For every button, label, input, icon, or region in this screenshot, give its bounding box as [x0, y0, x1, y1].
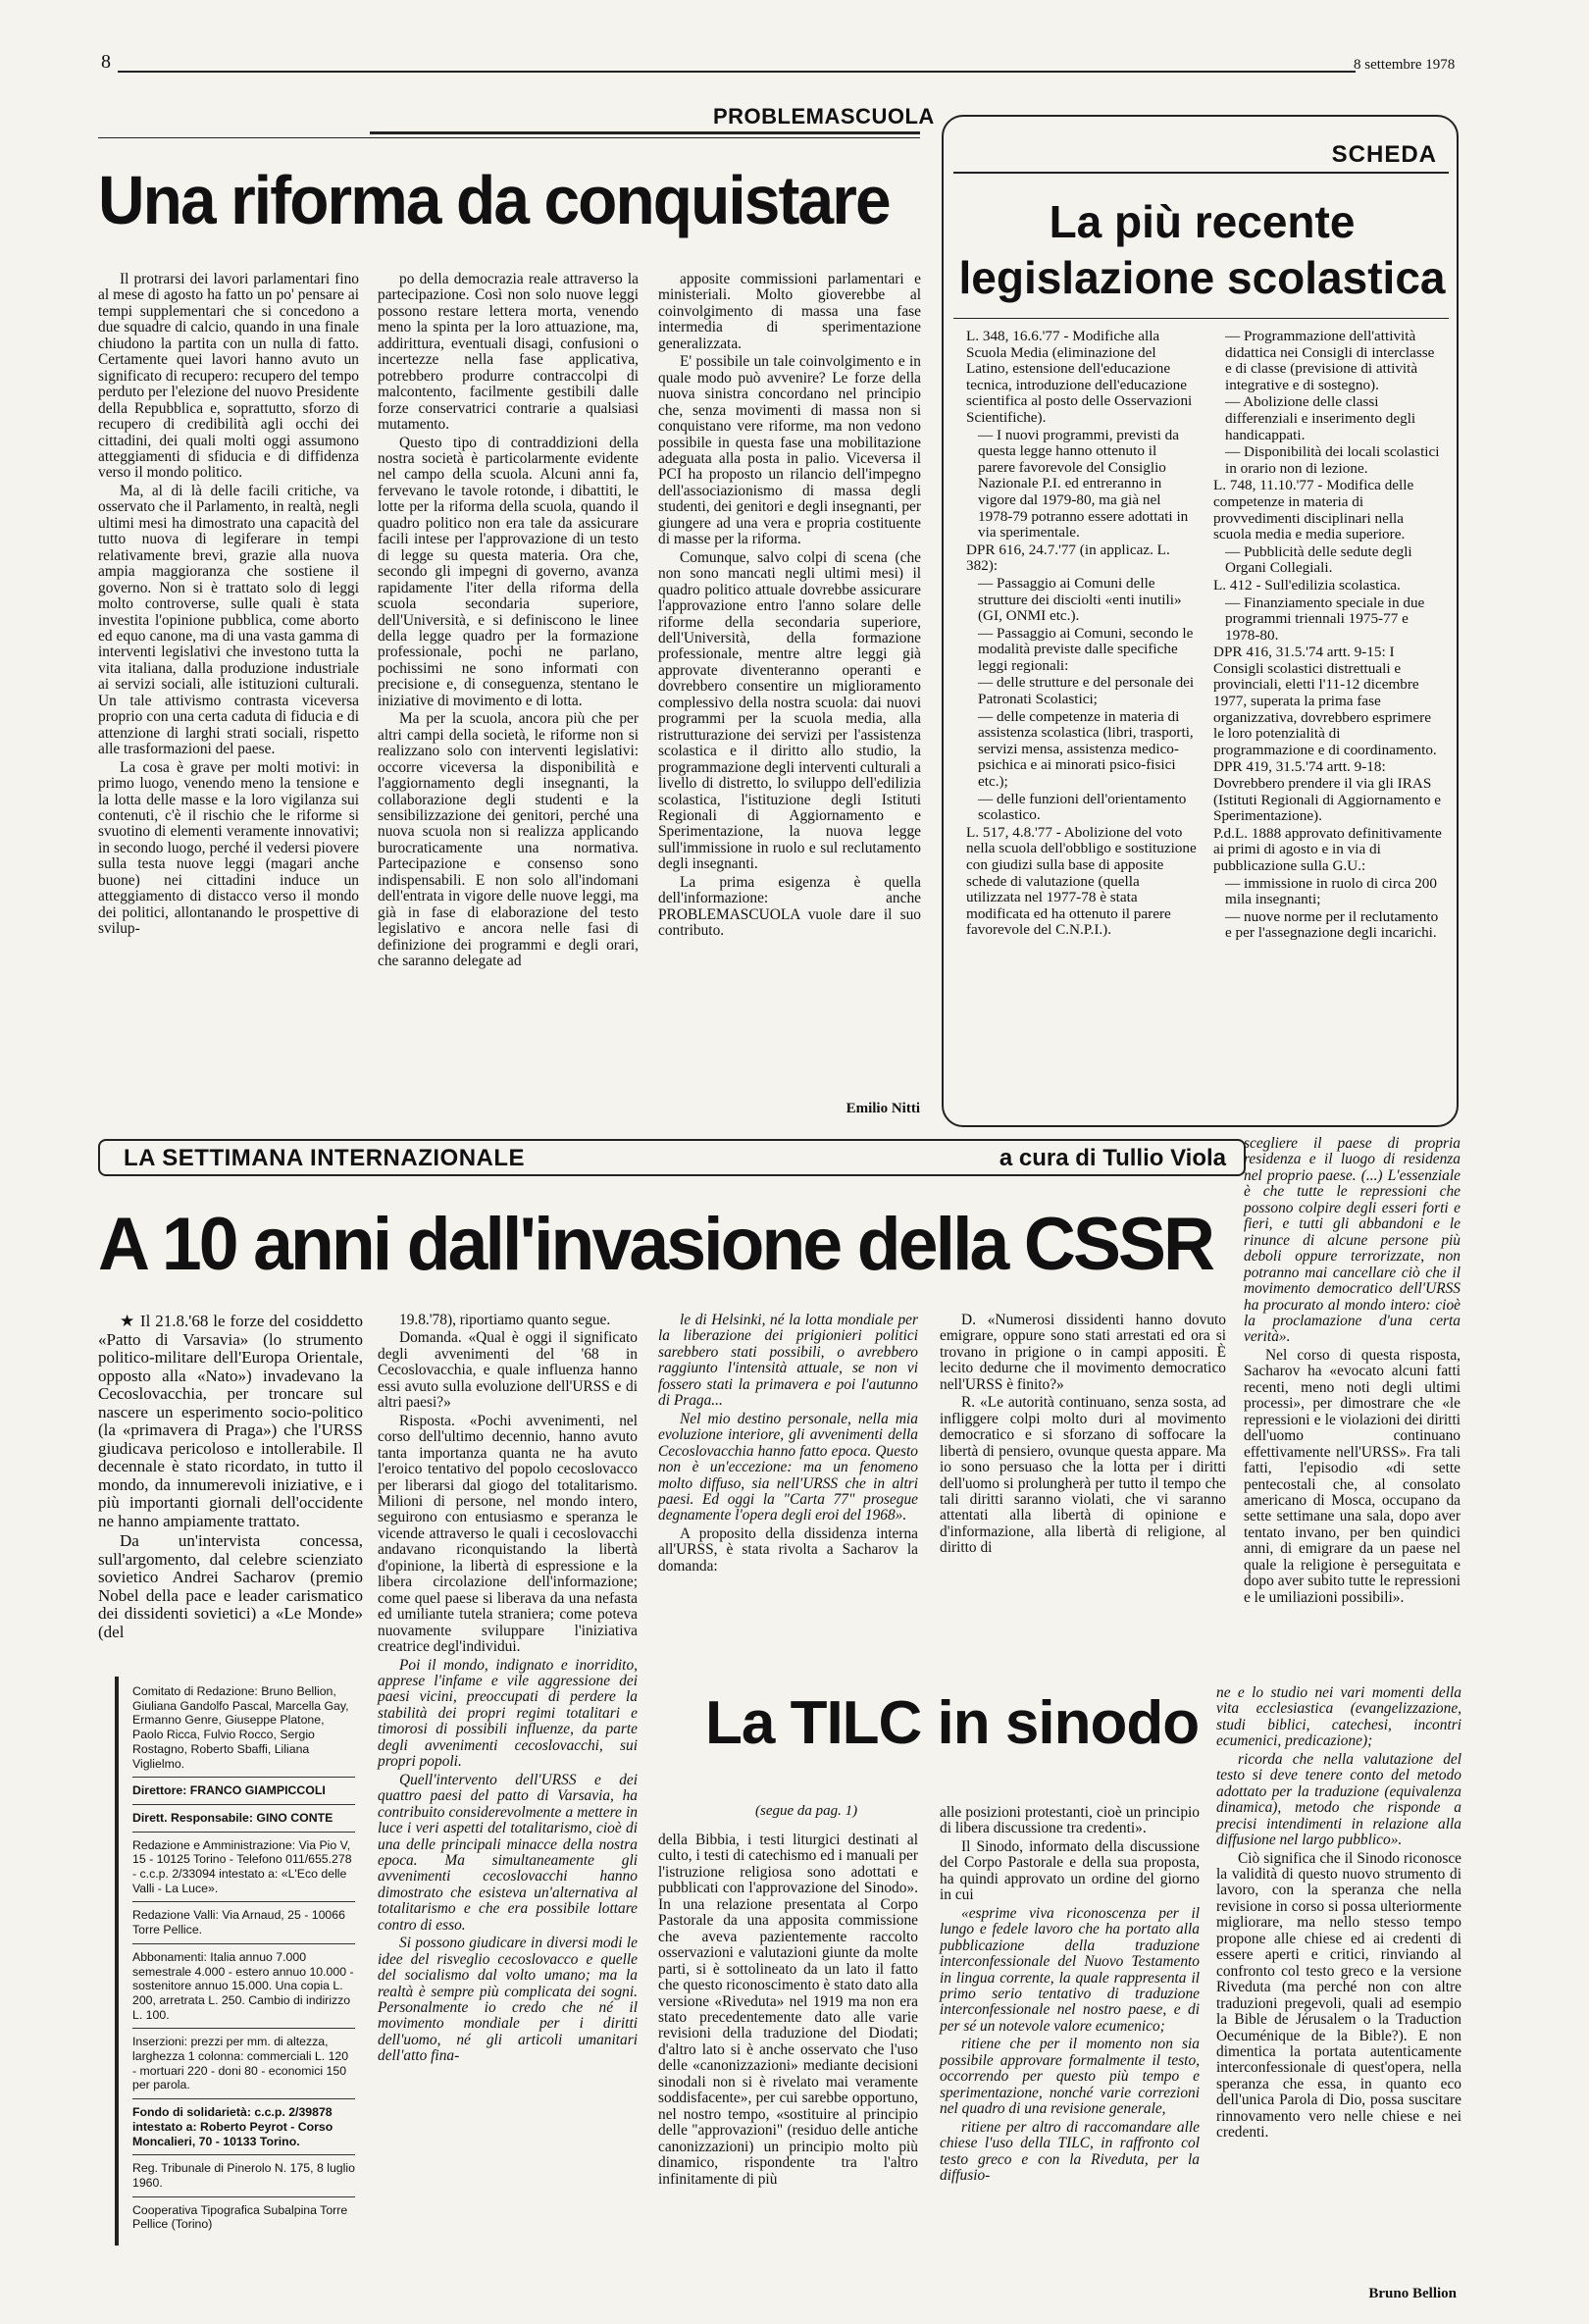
credits-responsible: Dirett. Responsabile: GINO CONTE: [132, 1810, 333, 1825]
article3-column-3: [1216, 1685, 1461, 2284]
paragraph: Quell'intervento dell'URSS e dei quattro paesi del patto di Varsavia, ha contribuito considerevolmente a mettere in luce i veri aspetti del totalitarismo, cioè di una delle principali minacce della nostra epoca. Ma simultaneamente gli avvenimenti cecoslovacchi hanno dimostrato che esisteva un'alternativa al totalitarismo e che era possibile lottare contro di esso.: [378, 1771, 638, 1934]
paragraph: apposite commissioni parlamentari e ministeriali. Molto gioverebbe al coinvolgimento di massa una fase intermedia di sperimentazione generalizzata.: [658, 271, 921, 352]
paragraph: Poi il mondo, indignato e inorridito, apprese l'infame e vile aggressione dei paesi vicini, preoccupati di perdere la stabilità dei propri regimi totalitari e timorosi di possibili influenze, da parte degli avvenimenti cecoslovacchi, sui propri popoli.: [378, 1656, 638, 1771]
scheda-entry: — I nuovi programmi, previsti da questa legge hanno ottenuto il parere favorevole del Consiglio Nazionale P.I. ed entreranno in vigore dal 1979-80, ma già nel 1978-79 potranno essere adottati in via sperimentale.: [978, 426, 1189, 542]
paragraph: Nel mio destino personale, nella mia evoluzione interiore, gli avvenimenti della Cecoslovacchia hanno fatto epoca. Questo non è un'eccezione: ma un fenomeno molto diffuso, sia nell'URSS che in altri paesi. Ed oggi la "Carta 77" prosegue degnamente l'opera degli eroi del 1968».: [658, 1410, 918, 1524]
article1-column-1: [98, 272, 359, 1125]
scheda-entry: — Programmazione dell'attività didattica nei Consigli di interclasse e di classe (previsione di attività integrative e di sostegno).: [1225, 328, 1435, 393]
scheda-column-2: [1213, 329, 1442, 1084]
scheda-entry: — delle funzioni dell'orientamento scolastico.: [978, 790, 1187, 824]
credits-valli: Redazione Valli: Via Arnaud, 25 - 10066 Torre Pellice.: [132, 1908, 345, 1937]
scheda-title-line2: legislazione scolastica: [958, 252, 1446, 303]
header-rule: [118, 71, 1356, 73]
credits-divider: [132, 1832, 355, 1833]
scheda-entry: — Abolizione delle classi differenziali e inserimento degli handicappati.: [1225, 393, 1416, 443]
paragraph: Il Sinodo, informato della discussione del Corpo Pastorale e della sua proposta, ha quindi approvato un ordine del giorno in cui: [940, 1837, 1200, 1904]
credits-divider: [132, 1901, 355, 1902]
paragraph: E' possibile un tale coinvolgimento e in quale modo può avvenire? Le forze della nuova sinistra concordano nel principio che, senza movimenti di massa non si conquistano vere riforme, ma non vedono possibile in questa fase una mobilitazione adeguata alla posta in palio. Viceversa il PCI ha proposto un rilancio dell'impegno dell'associazionismo di massa degli studenti, dei genitori e degli insegnanti, per giungere ad una vera e propria costituente di masse per la riforma.: [658, 353, 921, 548]
paragraph: po della democrazia reale attraverso la partecipazione. Così non solo nuove leggi possono restare lettera morta, venendo meno la spinta per la loro attuazione, ma, addirittura, eventuali disagi, confusioni o incertezze nella fase applicativa, potrebbero produrre contraccolpi di malcontento, facilmente gestibili dalle forze conservatrici contrarie a qualsiasi mutamento.: [378, 271, 639, 434]
kicker-rule-top: [370, 131, 920, 134]
scheda-entry: — Disponibilità dei locali scolastici in orario non di lezione.: [1225, 443, 1440, 477]
article3-title: La TILC in sinodo: [705, 1689, 1200, 1757]
paragraph: Questo tipo di contraddizioni della nostra società è particolarmente evidente nel campo della scuola. Alcuni anni fa, fervevano le tavole rotonde, i dibattiti, le lotte per la riforma della scuola, quando il quadro politico non era tale da assicurare facili intese per l'approvazione di un testo di legge su questa materia. Ora che, secondo gli impegni di governo, avanza rapidamente l'iter della riforma della scuola secondaria superiore, dell'Università, e si definiscono le linee della legge quadro per la formazione professionale, pochi ne parlano, pochissimi ne sono informati con precisione e, di conseguenza, stentano le iniziative di movimento e di lotta.: [378, 434, 639, 709]
scheda-entry: DPR 616, 24.7.'77 (in applicaz. L. 382):: [966, 541, 1170, 575]
article1-signature: Emilio Nitti: [846, 1101, 920, 1116]
scheda-entry: — immissione in ruolo di circa 200 mila insegnanti;: [1225, 874, 1437, 908]
credits-divider: [132, 1943, 355, 1944]
article1-kicker: PROBLEMASCUOLA: [713, 104, 935, 129]
scheda-label: SCHEDA: [1331, 141, 1437, 168]
scheda-entry: — Passaggio ai Comuni delle strutture dei disciolti «enti inutili» (GI, ONMI etc.).: [978, 574, 1182, 625]
credits-divider: [132, 1804, 355, 1805]
credits-director: Direttore: FRANCO GIAMPICCOLI: [132, 1783, 326, 1798]
section-byline: a cura di Tullio Viola: [999, 1145, 1226, 1171]
article1-column-3: [658, 272, 921, 1064]
page-number: 8: [101, 51, 111, 73]
paragraph: ne e lo studio nei vari momenti della vita ecclesiastica (evangelizzazione, studi biblici, catechesi, incontri ecumenici, predicazione);: [1216, 1684, 1461, 1750]
credits-divider: [132, 2028, 355, 2029]
paragraph: Si possono giudicare in diversi modi le idee del risveglio cecoslovacco e quelle del socialismo dal volto umano; ma la realtà è sempre più complicata dei sogni. Personalmente io credo che né il movimento mondiale per i diritti dell'uomo, né gli articoli umanitari dell'atto fina-: [378, 1935, 638, 2065]
paragraph: Ma, al di là delle facili critiche, va osservato che il Parlamento, in realtà, negli ultimi mesi ha dimostrato una capacità del tutto nuova di legiferare in tempi relativamente brevi, grazie alla nuova ampia maggioranza che sostiene il governo. Non si è trattato solo di leggi molto controverse, sulle quali è stata investita l'opinione pubblica, come aborto ed equo canone, ma di una vasta gamma di interventi legislativi che investono tutta la vita italiana, dalla produzione industriale ai servizi sociali, alle istituzioni culturali. Un tale attivismo contrasta viceversa proprio con una certa caduta di fiducia e di attenzione di larghi strati sociali, rispetto alle trasformazioni del paese.: [98, 482, 359, 758]
credits-subscriptions: Abbonamenti: Italia annuo 7.000 semestrale 4.000 - estero annuo 10.000 - sostenitore annuo 15.000. Una copia L. 200, arretrata L. 250. Cambio di indirizzo L. 100.: [132, 1949, 354, 2022]
paragraph: Comunque, salvo colpi di scena (che non sono mancati negli ultimi mesi) il quadro politico attuale dovrebbe assicurare l'approvazione entro l'anno solare delle riforme della secondaria superiore, dell'Università, della formazione professionale, mentre altre leggi già approvate diventeranno operanti e dovrebbero consentire un miglioramento complessivo della nostra scuola: dai nuovi programmi per la scuola media, alla ristrutturazione dei servizi per l'assistenza scolastica e il diritto allo studio, la programmazione degli interventi culturali a livello di distretto, lo sviluppo dell'edilizia scolastica, l'istituzione degli Istituti Regionali di Aggiornamento e Sperimentazione, la nuova legge sull'immissione in ruolo e sul reclutamento degli insegnanti.: [658, 548, 921, 873]
scheda-entry: — delle competenze in materia di assistenza scolastica (libri, trasporti, servizi mensa, assistenza medico-psichica e ai minorati psico-fisici etc.);: [978, 707, 1194, 791]
section-label: LA SETTIMANA INTERNAZIONALE: [124, 1145, 526, 1171]
credits-printer: Cooperativa Tipografica Subalpina Torre Pellice (Torino): [132, 2202, 348, 2232]
credits-divider: [132, 1777, 355, 1778]
article1-column-2: [378, 272, 639, 1125]
paragraph: ritiene che per il momento non sia possibile approvare formalmente il testo, occorrendo per questo più tempo e sperimentazione, nonché varie correzioni nel quadro di una revisione generale,: [940, 2036, 1200, 2118]
paragraph: D. «Numerosi dissidenti hanno dovuto emigrare, oppure sono stati arrestati ed ora si trovano in prigione o in campi appositi. È lecito dedurne che il movimento democratico nell'URSS è finito?»: [940, 1312, 1226, 1393]
credits-ads: Inserzioni: prezzi per mm. di altezza, larghezza 1 colonna: commerciali L. 120 - mortuari 220 - doni 80 - economici 150 per parola.: [132, 2035, 349, 2092]
paragraph: ricorda che nella valutazione del testo si deve tenere conto del metodo adottato per la traduzione (equivalenza dinamica), metodo che risponde a precisi intendimenti in relazione alla diffusione nel largo pubblico».: [1216, 1750, 1461, 1849]
paragraph: ★ Il 21.8.'68 le forze del cosiddetto «Patto di Varsavia» (lo strumento politico-militare dell'Europa Orientale, opposto alla «Nato») invadevano la Cecoslovacchia, per troncare sul nascere un esperimento socio-politico (la «primavera di Praga») che l'URSS giudicava pericoloso e intollerabile. Il decennale è stato ricordato, in tutto il mondo, da innumerevoli iniziative, e i più importanti giornali dell'occidente ne hanno ampiamente trattato.: [98, 1312, 363, 1530]
paragraph: ritiene per altro di raccomandare alle chiese l'uso della TILC, in raffronto col testo greco e con la Riveduta, per la diffusio-: [940, 2118, 1200, 2184]
scheda-entry: DPR 416, 31.5.'74 artt. 9-15: I Consigli scolastici distrettuali e provinciali, eletti l'11-12 dicembre 1977, superata la prima fase organizzativa, dovrebbero esprimere le loro potenzialità di programmazione e di coordinamento.: [1213, 644, 1437, 758]
credits-divider: [132, 2196, 355, 2197]
paragraph: «esprime viva riconoscenza per il lungo e fedele lavoro che ha portato alla pubblicazione della traduzione interconfessionale del Nuovo Testamento in lingua corrente, la quale rappresenta il primo serio tentativo di traduzione interconfessionale nel nostro paese, e di per sé un notevole valore ecumenico;: [940, 1904, 1200, 2035]
paragraph: Nel corso di questa risposta, Sacharov ha «evocato alcuni fatti recenti, meno noti degli ultimi processi», per dimostrare che «le repressioni e le violazioni dei diritti dell'uomo continuano effettivamente nell'URSS». Fra tali fatti, l'episodio «di sette pentecostali che, al consolato americano di Mosca, occupano da sette settimane una sala, dopo aver tentato invano, per ben quindici anni, di emigrare da un paese nel quale la religione è perseguitata e dopo aver subito tutte le repressioni e le umiliazioni possibili».: [1244, 1346, 1461, 1606]
kicker-rule-bottom: [98, 137, 920, 138]
article3-column-2: [940, 1805, 1200, 2310]
scheda-entry: P.d.L. 1888 approvato definitivamente ai primi di agosto e in via di pubblicazione sulla G.U.:: [1213, 824, 1442, 874]
article3-column-1: [658, 1833, 918, 2310]
scheda-title-rule: [953, 318, 1449, 319]
paragraph: R. «Le autorità continuano, senza sosta, ad infliggere colpi molto duri al movimento democratico e si sforzano di soffocare la libertà di pensiero, ovunque questa appare. Ma io sono persuaso che la lotta per i diritti dell'uomo si prolungherà per tutto il tempo che tali diritti saranno violati, che vi saranno attentati alla libertà di opinione e d'informazione, alla libertà di religione, al diritto di: [940, 1394, 1226, 1557]
paragraph: alle posizioni protestanti, cioè un principio di libera discussione tra credenti».: [940, 1804, 1200, 1837]
paragraph: Il protrarsi dei lavori parlamentari fino al mese di agosto ha fatto un po' pensare ai tempi supplementari che si concedono a due squadre di calcio, quando in una finale chiudono la partita con un nulla di fatto. Certamente quei lavori hanno avuto un significato di recupero: recupero del tempo perduto per l'elezione del nuovo Presidente della Repubblica e, soprattutto, sforzo di recupero di credibilità agli occhi dei cittadini, dei quali molti oggi assumono atteggiamenti di sfiducia e di diffidenza verso il mondo politico.: [98, 271, 359, 482]
scheda-entry: — delle strutture e del personale dei Patronati Scolastici;: [978, 674, 1195, 708]
credits-divider: [132, 2154, 355, 2155]
article2-title: A 10 anni dall'invasione della CSSR: [98, 1203, 1213, 1286]
paragraph: La cosa è grave per molti motivi: in primo luogo, venendo meno la tensione e la lotta delle masse e la loro vigilanza sui contenuti, c'è il rischio che le riforme si svuotino di elementi veramente innovativi; in secondo luogo, perché il vedersi piovere sulla testa nuove leggi (magari anche buone) nei cittadini induce un atteggiamento di distacco verso il mondo dei politici, allontanando le prospettive di svilup-: [98, 758, 359, 938]
paragraph: Da un'intervista concessa, sull'argomento, dal celebre scienziato sovietico Andrei Sacharov (premio Nobel della pace e leader carismatico dei dissidenti sovietici) a «Le Monde» (del: [98, 1531, 363, 1641]
scheda-entry: L. 748, 11.10.'77 - Modifica delle competenze in materia di provvedimenti disciplinari nella scuola media e media superiore.: [1213, 477, 1414, 543]
paragraph: della Bibbia, i testi liturgici destinati al culto, i testi di catechismo ed i manuali per l'istruzione religiosa sono adottati e pubblicati con l'approvazione del Sinodo». In una relazione presentata al Corpo Pastorale da una apposita commissione che aveva pazientemente raccolto osservazioni e valutazioni giunte da molte parti, si è sottolineato da un lato il fatto che questo riconoscimento è stato dato alla versione «Riveduta» nel 1919 ma non era stato precedentemente dato alle varie revisioni della traduzione del Diodati; d'altro lato si è anche osservato che l'uso delle «canonizzazioni» mediante decisioni sinodali non si è rivelato mai veramente soddisfacente», per cui sarebbe opportuno, nel nostro tempo, «sostituire al principio delle "approvazioni" (residuo delle antiche canonizzazioni) un principio molto più dinamico, rispondente tra l'altro infinitamente di più: [658, 1832, 918, 2188]
paragraph: Ma per la scuola, ancora più che per altri campi della società, le riforme non si realizzano solo con interventi legislativi: occorre viceversa la disponibilità e l'aggiornamento degli insegnanti, la collaborazione degli studenti e la sensibilizzazione dei genitori, perché una nuova scuola non si realizza applicando burocraticamente una normativa. Partecipazione e consenso sono indispensabili. E non solo all'indomani dell'entrata in vigore delle nuove leggi, ma già in fase di elaborazione del testo legislativo e ancora nelle fasi di definizione dei programmi e degli orari, che saranno delegate ad: [378, 710, 639, 970]
paragraph: 19.8.'78), riportiamo quanto segue.: [399, 1312, 611, 1328]
article2-column-1: [98, 1313, 363, 1658]
scheda-label-rule: [953, 172, 1449, 174]
credits-fund: Fondo di solidarietà: c.c.p. 2/39878 intestato a: Roberto Peyrot - Corso Moncalieri, 70 - 10133 Torino.: [132, 2105, 333, 2148]
paragraph: Risposta. «Pochi avvenimenti, nel corso dell'ultimo decennio, hanno avuto tanta importanza quanta ne ha avuto l'eroico tentativo del popolo cecoslovacco per liberarsi dal giogo del totalitarismo. Milioni di persone, nel mondo intero, seguirono con entusiasmo e speranza le vicende attraverso le quali i cecoslovacchi andavano riconquistando la libertà d'opinione, la libertà di espressione e la libera circolazione dell'informazione; come quel paese si liberava da una nefasta ed umiliante tutela straniera; come poteva nuovamente sviluppare l'iniziativa creatrice degl'individui.: [378, 1412, 638, 1656]
scheda-entry: L. 348, 16.6.'77 - Modifiche alla Scuola Media (eliminazione del Latino, estensione dell'educazione tecnica, introduzione dell'educazione scientifica al posto delle Osservazioni Scientifiche).: [966, 328, 1193, 426]
scheda-entry: — nuove norme per il reclutamento e per l'assegnazione degli incarichi.: [1225, 907, 1439, 942]
paragraph: Ciò significa che il Sinodo riconosce la validità di questo nuovo strumento di lavoro, con la speranza che nella revisione in corso si possa ulteriormente migliorare, ma nello stesso tempo propone alle chiese ed ai credenti di essere aperti e critici, rinviando al confronto col testo greco e la versione Riveduta (ma perché non con altre traduzioni pregevoli, quali ad esempio la Bible de Jérusalem o la Traduction Oecuménique de la Bible?). E non dimentica la portata autenticamente interconfessionale di quest'opera, nella speranza che essa, in quanto eco dell'unica Parola di Dio, possa suscitare rinnovamento vero nelle chiese e nei credenti.: [1216, 1849, 1461, 2142]
scheda-entry: L. 517, 4.8.'77 - Abolizione del voto nella scuola dell'obbligo e sostituzione con giudizi sulla base di apposite schede di valutazione (quella utilizzata nel 1977-78 è stata modificata ed ha ottenuto il parere favorevole del C.N.P.I.).: [966, 823, 1197, 939]
scheda-column-1: [966, 329, 1197, 1084]
paragraph: scegliere il paese di propria residenza e il luogo di residenza nel proprio paese. (...) L'essenziale è che tutte le repressioni che possono colpire degli esseri forti e fieri, e tutti gli abbandoni e le rinunce di alcune persone più deboli oppure terrorizzate, non potranno mai cancellare ciò che il movimento democratico dell'URSS ha procurato al mondo intero: cioè la proclamazione d'una certa verità».: [1244, 1135, 1461, 1346]
article2-column-4: [940, 1313, 1226, 1666]
article3-subtitle: (segue da pag. 1): [755, 1803, 858, 1819]
article2-column-3: [658, 1313, 918, 1666]
credits-committee: Comitato di Redazione: Bruno Bellion, Giuliana Gandolfo Pascal, Marcella Gay, Ermanno Genre, Giuseppe Platone, Paolo Ricca, Fulvio Rocco, Sergio Rostagno, Roberto Sbaffi, Liliana Viglielmo.: [132, 1684, 349, 1771]
scheda-entry: L. 412 - Sull'edilizia scolastica.: [1213, 576, 1401, 594]
paragraph: le di Helsinki, né la lotta mondiale per la liberazione dei prigionieri politici sarebbero stati possibili, o avrebbero raggiunto l'intensità attuale, se non vi fossero stati la primavera e poi l'autunno di Praga...: [658, 1312, 918, 1410]
paragraph: Domanda. «Qual è oggi il significato degli avvenimenti del '68 in Cecoslovacchia, e quale influenza hanno essi avuto sulla evoluzione dell'URSS e di altri paesi?»: [378, 1329, 638, 1412]
scheda-entry: — Pubblicità delle sedute degli Organi Collegiali.: [1225, 542, 1412, 577]
article3-signature: Bruno Bellion: [1368, 2286, 1457, 2301]
editorial-credits-box: [115, 1677, 365, 2246]
scheda-entry: DPR 419, 31.5.'74 artt. 9-18: Dovrebbero prendere il via gli IRAS (Istituti Regionali di Aggiornamento e Sperimentazione).: [1213, 758, 1441, 825]
scheda-entry: — Passaggio ai Comuni, secondo le modalità previste dalle specifiche leggi regionali:: [978, 624, 1194, 674]
paragraph: La prima esigenza è quella dell'informazione: anche PROBLEMASCUOLA vuole dare il suo contributo.: [658, 873, 921, 940]
credits-address: Redazione e Amministrazione: Via Pio V, 15 - 10125 Torino - Telefono 011/655.278 - c.c.p. 2/33094 intestato a: «L'Eco delle Valli - La Luce».: [132, 1837, 352, 1895]
article2-column-2: [378, 1313, 638, 2310]
credits-divider: [132, 2098, 355, 2099]
scheda-title-line1: La più recente: [1049, 196, 1356, 247]
article2-intro-column: [1244, 1135, 1461, 1606]
section-banner: [98, 1139, 1246, 1176]
credits-registration: Reg. Tribunale di Pinerolo N. 175, 8 luglio 1960.: [132, 2161, 355, 2190]
article1-title: Una riforma da conquistare: [98, 162, 890, 238]
scheda-entry: — Finanziamento speciale in due programmi triennali 1975-77 e 1978-80.: [1225, 594, 1425, 644]
page-date: 8 settembre 1978: [1354, 57, 1456, 73]
paragraph: A proposito della dissidenza interna all'URSS, è stata rivolta a Sacharov la domanda:: [658, 1524, 918, 1575]
